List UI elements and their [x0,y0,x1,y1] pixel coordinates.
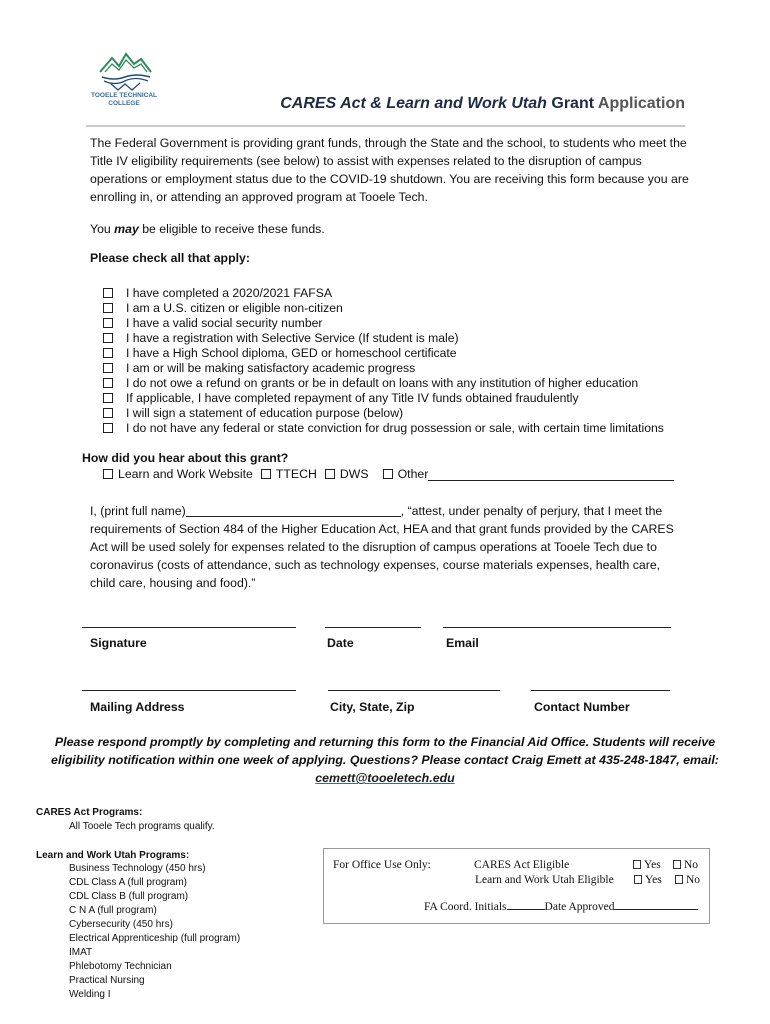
checkbox[interactable] [103,393,113,403]
checkbox[interactable] [103,318,113,328]
email-input-line[interactable] [443,627,671,628]
checkbox[interactable] [103,348,113,358]
initials-label: FA Coord. Initials [424,901,507,913]
program-item: IMAT [69,947,93,958]
mailing-address-label: Mailing Address [90,700,185,714]
checklist-item [103,421,693,436]
lw-no-checkbox[interactable] [675,875,683,884]
attest-pre: I, (print full name) [90,504,186,518]
cares-programs-note: All Tooele Tech programs qualify. [69,821,215,832]
date-input-line[interactable] [325,627,421,628]
checkbox-ttech[interactable] [261,469,271,479]
no-label: No [686,874,701,886]
may-post: be eligible to receive these funds. [138,222,325,236]
checklist-item [103,331,693,346]
mountain-inner [105,60,147,72]
signature-input-line[interactable] [82,627,296,628]
program-item: CDL Class A (full program) [69,877,187,888]
checklist-item [103,346,693,361]
checklist-item [103,391,693,406]
program-item: Electrical Apprenticeship (full program) [69,933,241,944]
attest-post: , “attest, under penalty of perjury, that I meet the requirements of Section 484 of the Higher Education Act, HEA and that grant funds provided by the CARES Act will be used solely for expenses related to the disruption of campus operations at Tooele Tech due to coronavirus (costs of attendance, such as technology expenses, course materials expenses, health care, child care, housing and food).” [90,504,674,590]
hear-heading: How did you hear about this grant? [82,451,289,465]
lw-yes-option [634,874,662,886]
may-word: may [114,222,139,236]
yes-label: Yes [645,874,662,886]
other-input-line[interactable] [428,480,674,481]
date-approved-label: Date Approved [544,901,615,913]
cares-no-option [673,859,698,871]
checklist-item-label: I have a valid social security number [126,316,323,330]
city-state-zip-input-line[interactable] [328,690,500,691]
title-divider [86,125,685,127]
cares-yes-checkbox[interactable] [633,860,641,869]
checklist-item [103,406,693,421]
cares-eligible-label: CARES Act Eligible [474,859,570,871]
checkbox[interactable] [103,423,113,433]
checkbox[interactable] [103,288,113,298]
program-item: Phlebotomy Technician [69,961,172,972]
signature-label: Signature [90,636,147,650]
cares-yes-option [633,859,661,871]
respond-text: Please respond promptly by completing and returning this form to the Financial Aid Office. Students will receive eligibility notification within one week of applying. Questions? Please contact Craig Emett at 435-248-1847, email: [51,735,719,767]
lw-no-option [675,874,700,886]
checklist-item-label: I will sign a statement of education purpose (below) [126,406,404,420]
checklist-item [103,301,693,316]
program-item: Practical Nursing [69,975,145,986]
eligibility-note [90,220,325,238]
checkbox-dws[interactable] [325,469,335,479]
option-website-label: Learn and Work Website [118,467,253,481]
lw-eligible-label: Learn and Work Utah Eligible [475,874,614,886]
logo-line-1: TOOELE TECHNICAL [91,92,157,99]
title-part-3: Grant [546,95,598,112]
office-use-box [323,848,710,924]
lw-programs-list [69,862,240,1002]
title-part-4: Application [597,95,685,112]
city-state-zip-label: City, State, Zip [330,700,415,714]
checklist-item-label: I do not have any federal or state conviction for drug possession or sale, with certain time limitations [126,421,664,435]
lw-yes-checkbox[interactable] [634,875,642,884]
checklist-item-label: I am or will be making satisfactory academic progress [126,361,416,375]
checkbox[interactable] [103,303,113,313]
no-label: No [684,859,699,871]
page-title [240,95,685,113]
checklist-item [103,316,693,331]
checkbox[interactable] [103,363,113,373]
program-item: CDL Class B (full program) [69,891,189,902]
checklist-item-label: I have a registration with Selective Service (If student is male) [126,331,459,345]
title-part-2: Learn and Work Utah [386,95,547,112]
checkbox-website[interactable] [103,469,113,479]
may-pre: You [90,222,115,236]
email-label: Email [446,636,479,650]
program-item: Welding I [69,989,111,1000]
contact-number-label: Contact Number [534,700,630,714]
date-label: Date [327,636,354,650]
checklist-item [103,286,693,301]
logo-line-2: COLLEGE [108,100,140,107]
initials-input-line[interactable] [507,909,545,910]
attestation-paragraph [90,502,680,592]
checklist-heading: Please check all that apply: [90,251,250,265]
contact-number-input-line[interactable] [531,690,670,691]
eligibility-checklist [103,286,693,436]
checklist-item [103,376,693,391]
checklist-item [103,361,693,376]
intro-paragraph: The Federal Government is providing grant funds, through the State and the school, to students who meet the Title IV eligibility requirements (see below) to assist with expenses related to the disruption of campus operations or employment status due to the COVID-19 shutdown. You are receiving this form because you are enrolling in, or attending an approved program at Tooele Tech. [90,136,689,204]
hear-options [103,467,674,481]
cares-no-checkbox[interactable] [673,860,681,869]
checklist-item-label: I have completed a 2020/2021 FAFSA [126,286,332,300]
option-ttech-label: TTECH [275,467,317,481]
college-logo [94,50,156,120]
office-approval-row [424,901,698,913]
option-other-label: Other [397,467,429,481]
cares-programs-heading: CARES Act Programs: [36,807,143,818]
lw-programs-heading: Learn and Work Utah Programs: [36,850,190,861]
checklist-item-label: I am a U.S. citizen or eligible non-citizen [126,301,343,315]
logo-text [86,92,162,108]
checklist-item-label: I have a High School diploma, GED or homeschool certificate [126,346,457,360]
checkbox[interactable] [103,378,113,388]
checkbox[interactable] [103,408,113,418]
option-dws-label: DWS [339,467,369,481]
checkbox-other[interactable] [383,469,393,479]
contact-email-link[interactable]: cemett@tooeletech.edu [315,771,455,785]
yes-label: Yes [644,859,661,871]
checkbox[interactable] [103,333,113,343]
title-part-1: CARES Act & [280,95,387,112]
checklist-item-label: I do not owe a refund on grants or be in default on loans with any institution of higher education [126,376,639,390]
date-approved-input-line[interactable] [614,909,698,910]
office-use-label: For Office Use Only: [333,859,431,871]
wave-line-1 [102,75,150,79]
mailing-address-input-line[interactable] [82,690,296,691]
program-item: Business Technology (450 hrs) [69,863,206,874]
respond-note [40,733,730,787]
full-name-input-line[interactable] [186,516,401,517]
program-item: Cybersecurity (450 hrs) [69,919,173,930]
checklist-item-label: If applicable, I have completed repayment of any Title IV funds obtained fraudulently [126,391,579,405]
program-item: C N A (full program) [69,905,157,916]
